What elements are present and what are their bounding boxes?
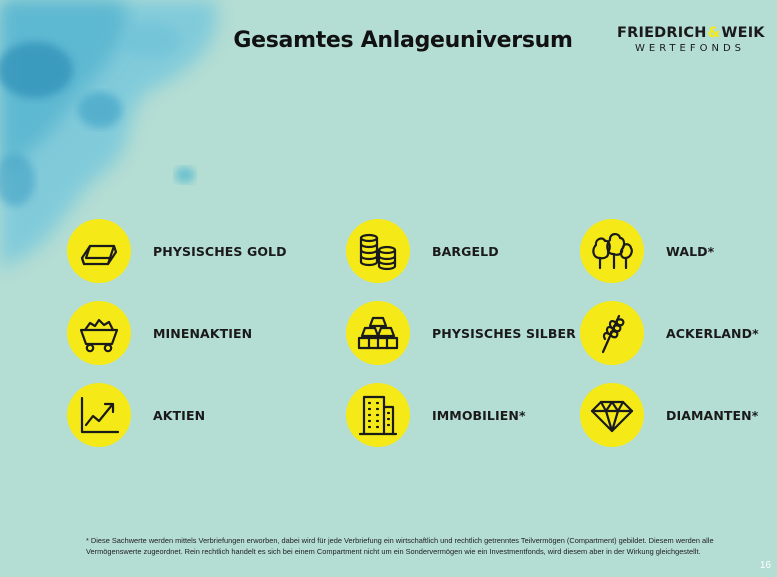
building-icon [346, 383, 410, 447]
asset-label: ACKERLAND* [666, 325, 759, 341]
mine-cart-icon [67, 301, 131, 365]
page-title: Gesamtes Anlageuniversum [233, 28, 573, 53]
gold-bar-icon [67, 219, 131, 283]
asset-label: PHYSISCHES GOLD [153, 243, 287, 259]
diamond-icon [580, 383, 644, 447]
asset-label: PHYSISCHES SILBER [432, 325, 576, 341]
asset-label: WALD* [666, 243, 715, 259]
company-logo [617, 25, 763, 54]
page-number: 16 [759, 560, 771, 571]
coin-stacks-icon [346, 219, 410, 283]
asset-item-silver [346, 301, 576, 365]
forest-icon [580, 219, 644, 283]
logo-subtitle: WERTEFONDS [634, 43, 745, 54]
asset-item-forest [580, 219, 714, 283]
asset-item-realestate [346, 383, 526, 447]
asset-item-gold [67, 219, 287, 283]
asset-label: AKTIEN [153, 407, 206, 423]
asset-item-cash [346, 219, 499, 283]
asset-label: IMMOBILIEN* [432, 407, 526, 423]
asset-label: DIAMANTEN* [666, 407, 759, 423]
rising-chart-icon [67, 383, 131, 447]
logo-part2: WEIK [721, 25, 765, 41]
logo-part1: FRIEDRICH [617, 25, 707, 41]
asset-item-diamonds [580, 383, 758, 447]
asset-label: BARGELD [432, 243, 499, 259]
asset-label: MINENAKTIEN [153, 325, 253, 341]
asset-item-mining [67, 301, 252, 365]
bullion-stack-icon [346, 301, 410, 365]
logo-wordmark [617, 25, 763, 41]
asset-item-farmland [580, 301, 759, 365]
wheat-icon [580, 301, 644, 365]
footnote: * Diese Sachwerte werden mittels Verbriefungen erworben, dabei wird für jede Verbriefung ein wirtschaftlich und rechtlich getrenntes Teilvermögen (Compartment) gebildet. Diesem werden alle Vermögenswerte zugeordnet. Rein rechtlich handelt es sich bei einem Compartment nicht um ein Sondervermögen wie ein Investmentfonds, wird diesem aber in der Wirkung gleichgestellt. [86, 536, 714, 557]
logo-ampersand: & [707, 25, 721, 41]
asset-item-stocks [67, 383, 205, 447]
